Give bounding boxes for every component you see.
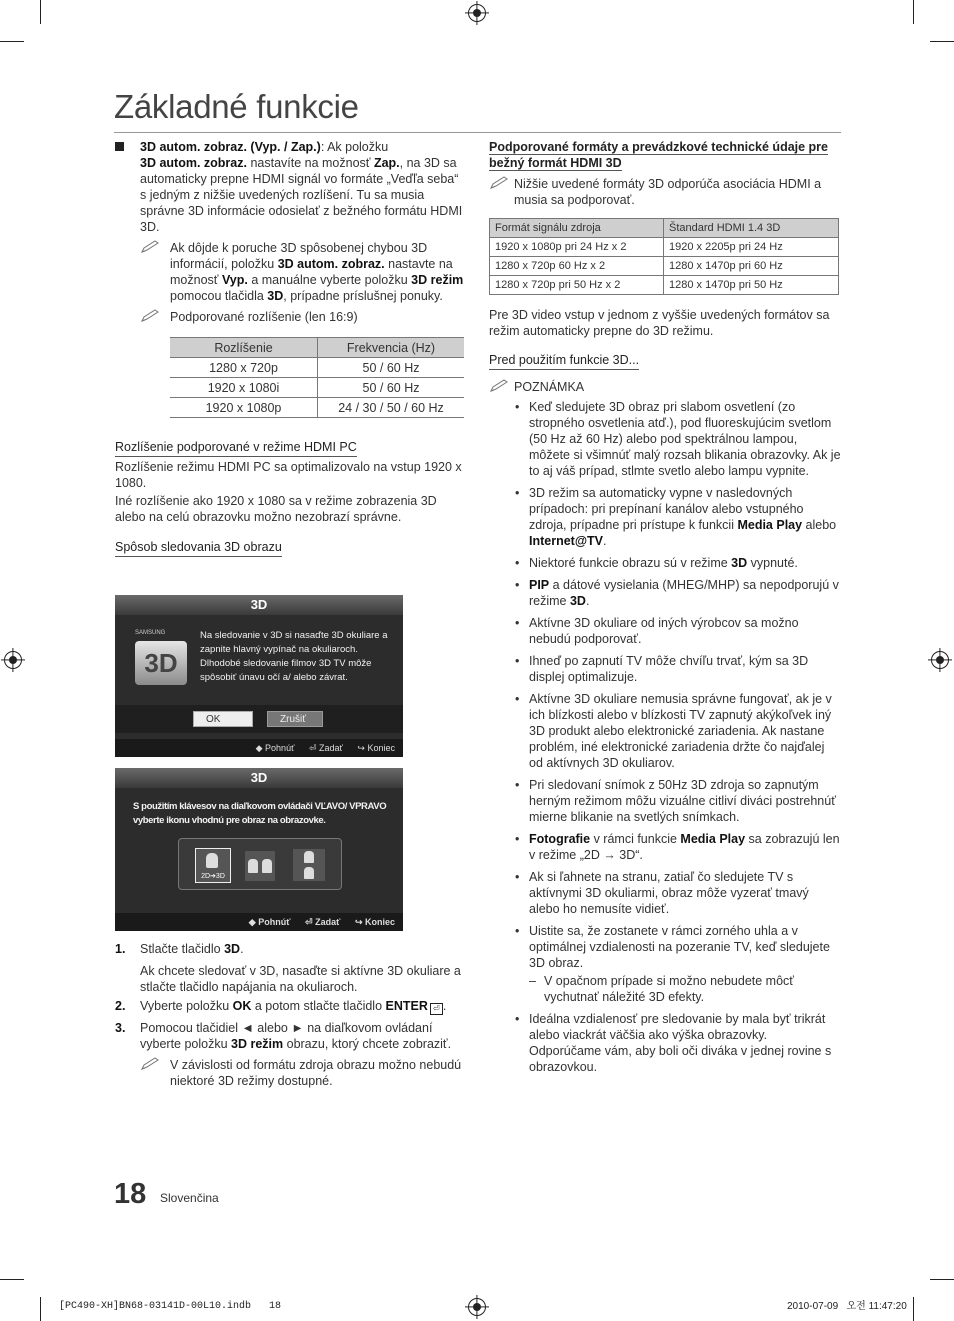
table-row: 1280 x 720p 50 / 60 Hz: [170, 358, 464, 378]
note-pencil-icon: [140, 1057, 160, 1075]
screen-footer: [115, 739, 403, 757]
table-header: [490, 219, 839, 238]
formats-paragraph: Pre 3D video vstup v jednom z vyššie uvedených formátov sa režim automaticky prepne do 3D režimu.: [489, 308, 830, 338]
step-3: 3. Pomocou tlačidiel ◄ alebo ► na diaľkovom ovládaní vyberte položku 3D režim obrazu, ktorý chcete zobraziť.: [115, 1021, 452, 1051]
3d-mode-screen: [115, 768, 403, 931]
note-modes: V závislosti od formátu zdroja obrazu možno nebudú niektoré 3D režimy dostupné.: [115, 1057, 465, 1089]
list-item: • Fotografie v rámci funkcie Media Play sa zobrazujú len v režime „2D → 3D“.: [514, 831, 841, 863]
registration-mark-icon: [931, 651, 949, 669]
title-rule: [114, 132, 841, 133]
page-title: Základné funkcie: [114, 88, 359, 125]
right-column: [489, 139, 841, 1081]
crop-mark: [0, 1279, 24, 1280]
list-item: • Aktívne 3D okuliare od iných výrobcov sa možno nebudú podporovať.: [514, 615, 841, 647]
list-item: • Ideálna vzdialenosť pre sledovanie by mala byť trikrát alebo viackrát väčšia ako výška obrazovky. Odporúčame vám, aby boli oči diváka v jednej rovine s obrazovkou.: [514, 1011, 841, 1075]
button-bar: [115, 705, 403, 733]
view-heading: Spôsob sledovania 3D obrazu: [115, 539, 282, 557]
list-item: • 3D režim sa automaticky vypne v nasledovných prípadoch: pri prepínaní kanálov alebo vstupného zdroja, prípadne pri prístupe k funkcii Media Play alebo Internet@TV.: [514, 485, 841, 549]
screen-title: 3D: [115, 768, 403, 788]
crop-mark: [0, 41, 24, 42]
table-header-cell: Štandard HDMI 1.4 3D: [664, 219, 839, 238]
pc-heading: Rozlíšenie podporované v režime HDMI PC: [115, 439, 357, 457]
table-row: 1920 x 1080p 24 / 30 / 50 / 60 Hz: [170, 398, 464, 418]
registration-mark-icon: [468, 1298, 486, 1316]
top-bottom-icon[interactable]: [293, 849, 325, 881]
table-header-cell: Formát signálu zdroja: [490, 219, 664, 238]
table-row: 1280 x 720p 60 Hz x 2 1280 x 1470p pri 60 Hz: [490, 257, 839, 276]
steps-list: [115, 941, 465, 1089]
note-heading: POZNÁMKA: [489, 379, 841, 395]
crop-mark: [40, 0, 41, 24]
auto3d-label: 3D autom. zobraz. (Vyp. / Zap.): [140, 140, 321, 154]
exit-hint: ↪ Koniec: [357, 743, 395, 753]
note-pencil-icon: [489, 379, 509, 397]
page-language: Slovenčina: [160, 1191, 219, 1205]
before-heading: Pred použitím funkcie 3D...: [489, 352, 639, 370]
list-item: • Ihneď po zapnutí TV môže chvíľu trvať, kým sa 3D displej optimalizuje.: [514, 653, 841, 685]
note-resolution: Podporované rozlíšenie (len 16:9): [115, 309, 465, 325]
list-item: • PIP a dátové vysielania (MHEG/MHP) sa nepodporujú v režime 3D.: [514, 577, 841, 609]
square-bullet-icon: [115, 142, 124, 151]
table-header-cell: Rozlíšenie: [170, 338, 318, 358]
list-item: • Uistite sa, že zostanete v rámci zorného uhla a v optimálnej vzdialenosti na pozeranie TV, keď sledujete 3D obraz. – V opačnom prípade si možno nebudete môcť vychutnať náležité 3D efekty.: [514, 923, 841, 1005]
pc-paragraph-1: Rozlíšenie režimu HDMI PC sa optimalizovalo na vstup 1920 x 1080.: [115, 460, 462, 490]
enter-hint: ⏎ Zadať: [305, 917, 341, 927]
print-info-right: 2010-07-09 오전 11:47:20: [787, 1301, 907, 1312]
step-2: 2. Vyberte položku OK a potom stlačte tlačidlo ENTER ⏎ .: [115, 999, 447, 1013]
3d-logo-icon: SAMSUNG 3D: [135, 629, 187, 687]
crop-mark: [40, 1297, 41, 1321]
crop-mark: [930, 1279, 954, 1280]
cancel-button[interactable]: Zrušiť: [267, 711, 323, 727]
crop-mark: [913, 0, 914, 24]
print-info-left: [PC490-XH]BN68-03141D-00L10.indb 18: [59, 1301, 282, 1312]
screen-message: S použitím klávesov na diaľkovom ovládači VĽAVO/ VPRAVO vyberte ikonu vhodnú pre obraz na obrazovke.: [133, 801, 387, 826]
step-1-detail: Ak chcete sledovať v 3D, nasaďte si aktívne 3D okuliare a stlačte tlačidlo napájania na okuliaroch.: [140, 964, 461, 994]
2d-to-3d-icon[interactable]: 2D➔3D: [195, 848, 231, 883]
table-row: 1920 x 1080p pri 24 Hz x 2 1920 x 2205p pri 24 Hz: [490, 238, 839, 257]
ok-button[interactable]: OK: [193, 711, 253, 727]
table-row: 1280 x 720p pri 50 Hz x 2 1280 x 1470p pri 50 Hz: [490, 276, 839, 295]
list-item: • Aktívne 3D okuliare nemusia správne fungovať, ak je v ich blízkosti alebo v blízkosti TV zapnutý akýkoľvek iný 3D produkt alebo elektronické zariadenia. Ak nastane problém, iné elektronické zariadenia držte čo najďalej od aktívnych 3D okuliarov.: [514, 691, 841, 771]
screen-title: 3D: [115, 595, 403, 615]
sub-list-item: – V opačnom prípade si možno nebudete môcť vychutnať náležité 3D efekty.: [529, 974, 794, 1004]
auto3d-paragraph: 3D autom. zobraz. (Vyp. / Zap.): Ak položku 3D autom. zobraz. nastavíte na možnosť Zap., na 3D sa automaticky prepne HDMI signál vo formáte „Veďľa seba“ s jedným z nižšie uvedených rozlíšení. Tu sa musia správne 3D informácie odosielať z bežného formátu HDMI 3D.: [115, 139, 465, 235]
page-number: 18: [114, 1178, 147, 1210]
enter-icon: ⏎: [430, 1003, 443, 1015]
screen-footer: [115, 913, 403, 931]
move-hint: ◆ Pohnúť: [255, 743, 295, 753]
crop-mark: [913, 1297, 914, 1321]
table-header: [170, 338, 464, 358]
exit-hint: ↪ Koniec: [354, 917, 395, 927]
crop-mark: [930, 41, 954, 42]
pc-paragraph-2: Iné rozlíšenie ako 1920 x 1080 sa v režime zobrazenia 3D alebo na celú obrazovku možno nezobrazí správne.: [115, 494, 437, 524]
list-item: • Ak si ľahnete na stranu, zatiaľ čo sledujete TV s aktívnymi 3D okuliarmi, obraz môže vyzerať tmavý alebo ho nemusíte vidieť.: [514, 869, 841, 917]
formats-note: Nižšie uvedené formáty 3D odporúča asociácia HDMI a musia sa podporovať.: [489, 176, 841, 208]
list-item: • Pri sledovaní snímok z 50Hz 3D zdroja so zapnutým herným režimom môžu vizuálne citliví diváci postrehnúť mierne blikanie na svetlých snímkach.: [514, 777, 841, 825]
step-1: 1. Stlačte tlačidlo 3D.: [115, 942, 244, 956]
note-fault: Ak dôjde k poruche 3D spôsobenej chybou 3D informácií, položku 3D autom. zobraz. nastavte na možnosť Vyp. a manuálne vyberte položku 3D režim pomocou tlačidla 3D, prípadne príslušnej ponuky.: [115, 240, 465, 304]
note-pencil-icon: [140, 309, 160, 327]
formats-heading: Podporované formáty a prevádzkové technické údaje pre bežný formát HDMI 3D: [489, 140, 829, 170]
list-item: • Niektoré funkcie obrazu sú v režime 3D vypnuté.: [514, 555, 841, 571]
side-by-side-icon[interactable]: [245, 851, 275, 881]
notes-list: [514, 399, 841, 1075]
resolution-table: [170, 337, 464, 418]
registration-mark-icon: [468, 4, 486, 22]
formats-table: [489, 218, 839, 295]
note-pencil-icon: [140, 240, 160, 258]
screen-message: Na sledovanie v 3D si nasaďte 3D okuliare a zapnite hlavný vypínač na okuliaroch. Dlhodobé sledovanie filmov 3D TV môže spôsobiť únavu očí a/ alebo závrat.: [200, 630, 388, 683]
registration-mark-icon: [4, 651, 22, 669]
3d-warning-screen: [115, 595, 403, 757]
list-item: • Keď sledujete 3D obraz pri slabom osvetlení (zo stropného osvetlenia atď.), pod fluoreskujúcim svetlom (50 Hz až 60 Hz) alebo pod spektrálnou lampou, môžete si všimnúť malý rozsah blikania obrazovky. Ak je to aj váš prípad, stlmte svetlo alebo lampu vypnite.: [514, 399, 841, 479]
move-hint: ◆ Pohnúť: [248, 917, 291, 927]
table-row: 1920 x 1080i 50 / 60 Hz: [170, 378, 464, 398]
enter-hint: ⏎ Zadať: [308, 743, 343, 753]
left-column: [115, 139, 465, 557]
note-pencil-icon: [489, 176, 509, 194]
table-header-cell: Frekvencia (Hz): [318, 338, 465, 358]
